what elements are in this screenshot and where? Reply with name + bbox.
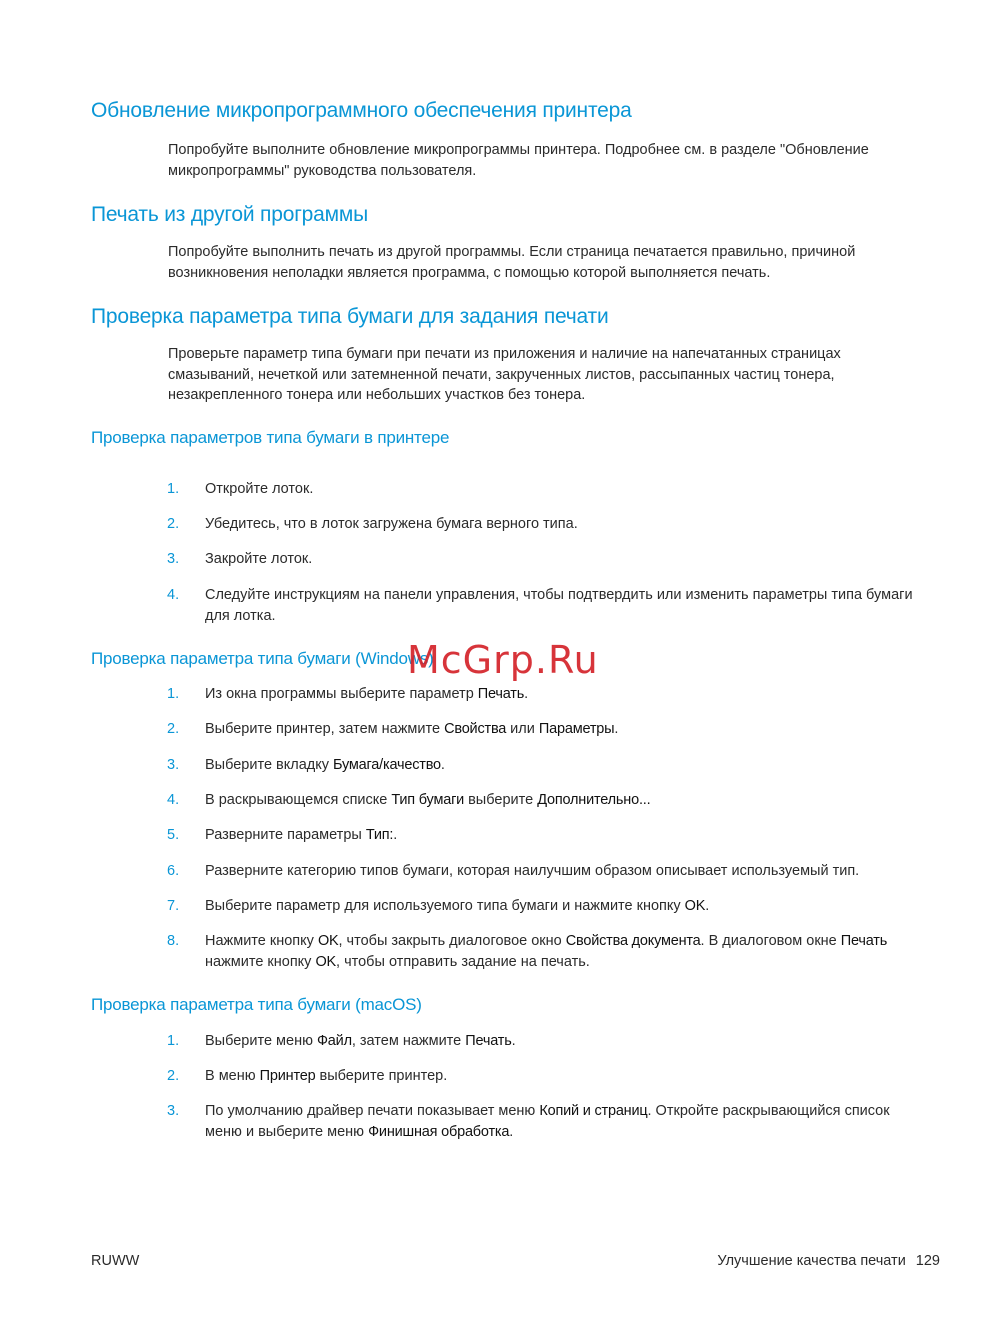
ui-term: Свойства документа — [565, 933, 701, 949]
step-number: 2. — [167, 1068, 180, 1084]
ui-term: Копий и страниц — [539, 1103, 648, 1119]
step-number: 4. — [167, 587, 180, 603]
step-text: Выберите вкладку Бумага/качество. — [205, 757, 445, 773]
ui-term: Свойства — [444, 721, 507, 737]
subsection-title-printer: Проверка параметров типа бумаги в принтере — [91, 428, 450, 447]
list-item — [0, 1101, 1000, 1143]
ui-term: Файл — [316, 1033, 352, 1049]
ui-term: OK — [684, 898, 706, 914]
section-title-paper-type: Проверка параметра типа бумаги для задания печати — [91, 305, 609, 328]
step-number: 3. — [167, 1103, 180, 1119]
subsection-title-macos: Проверка параметра типа бумаги (macOS) — [91, 995, 422, 1014]
ui-term: OK — [317, 933, 339, 949]
step-number: 1. — [167, 686, 180, 702]
ui-term: Бумага/качество — [333, 757, 441, 773]
step-text: Выберите параметр для используемого типа бумаги и нажмите кнопку OK. — [205, 898, 710, 914]
page-number: 129 — [915, 1253, 940, 1269]
ui-term: Финишная обработка — [368, 1123, 510, 1140]
step-text: В меню Принтер выберите принтер. — [205, 1068, 448, 1084]
step-number: 1. — [167, 481, 180, 497]
section-text-paper-type: Проверьте параметр типа бумаги при печати из приложения и наличие на напечатанных страницах смазываний, нечеткой или затемненной печати, закрученных листов, рассыпанных частиц тонера, незакрепленного тонера или небольших участков без тонера. — [168, 346, 841, 403]
ui-term: Принтер — [259, 1068, 316, 1084]
step-text: Следуйте инструкциям на панели управления, чтобы подтвердить или изменить параметры типа бумаги для лотка. — [205, 587, 913, 624]
ui-term: Печать — [465, 1033, 512, 1049]
step-text: Выберите меню Файл, затем нажмите Печать. — [205, 1033, 516, 1049]
ui-term: Дополнительно... — [537, 792, 651, 808]
step-number: 6. — [167, 863, 180, 879]
list-item — [0, 585, 1000, 627]
step-number: 3. — [167, 551, 180, 567]
step-number: 4. — [167, 792, 180, 808]
step-text: По умолчанию драйвер печати показывает меню Копий и страниц. Откройте раскрывающийся список меню и выберите меню Финишная обработка. — [205, 1103, 890, 1140]
step-number: 2. — [167, 721, 180, 737]
step-number: 2. — [167, 516, 180, 532]
step-number: 1. — [167, 1033, 180, 1049]
ui-term: Параметры — [538, 721, 615, 737]
section-title-firmware: Обновление микропрограммного обеспечения принтера — [91, 99, 632, 122]
ui-term: Тип: — [365, 827, 394, 843]
step-text: Выберите принтер, затем нажмите Свойства или Параметры. — [205, 721, 619, 737]
watermark: McGrp.Ru — [407, 638, 599, 682]
step-number: 8. — [167, 933, 180, 949]
ui-term: Печать — [477, 686, 525, 702]
step-text: Убедитесь, что в лоток загружена бумага верного типа. — [205, 516, 578, 532]
subsection-title-windows: Проверка параметра типа бумаги (Windows) — [91, 649, 434, 668]
step-text: Откройте лоток. — [205, 481, 314, 497]
footer-section-title: Улучшение качества печати — [717, 1253, 906, 1269]
list-item — [0, 931, 1000, 973]
step-text: Нажмите кнопку OK, чтобы закрыть диалоговое окно Свойства документа. В диалоговом окне Печать нажмите кнопку OK, чтобы отправить задание на печать. — [205, 933, 888, 970]
ui-term: OK — [315, 953, 337, 970]
step-text: Разверните параметры Тип:. — [205, 827, 398, 843]
footer-left: RUWW — [91, 1253, 140, 1269]
section-text-other-program: Попробуйте выполнить печать из другой программы. Если страница печатается правильно, причиной возникновения неполадки является программа, с помощью которой выполняется печать. — [168, 244, 856, 281]
section-title-other-program: Печать из другой программы — [91, 203, 368, 226]
step-number: 7. — [167, 898, 180, 914]
step-text: Закройте лоток. — [205, 551, 313, 567]
ui-term: Печать — [840, 933, 888, 949]
ui-term: Тип бумаги — [391, 792, 465, 808]
step-text: Разверните категорию типов бумаги, которая наилучшим образом описывает используемый тип. — [205, 863, 860, 879]
footer-right — [717, 1253, 940, 1269]
step-text: В раскрывающемся списке Тип бумаги выберите Дополнительно... — [205, 792, 651, 808]
step-text: Из окна программы выберите параметр Печать. — [205, 686, 529, 702]
section-text-firmware: Попробуйте выполните обновление микропрограммы принтера. Подробнее см. в разделе "Обновление микропрограммы" руководства пользователя. — [168, 142, 869, 179]
step-number: 5. — [167, 827, 180, 843]
step-number: 3. — [167, 757, 180, 773]
